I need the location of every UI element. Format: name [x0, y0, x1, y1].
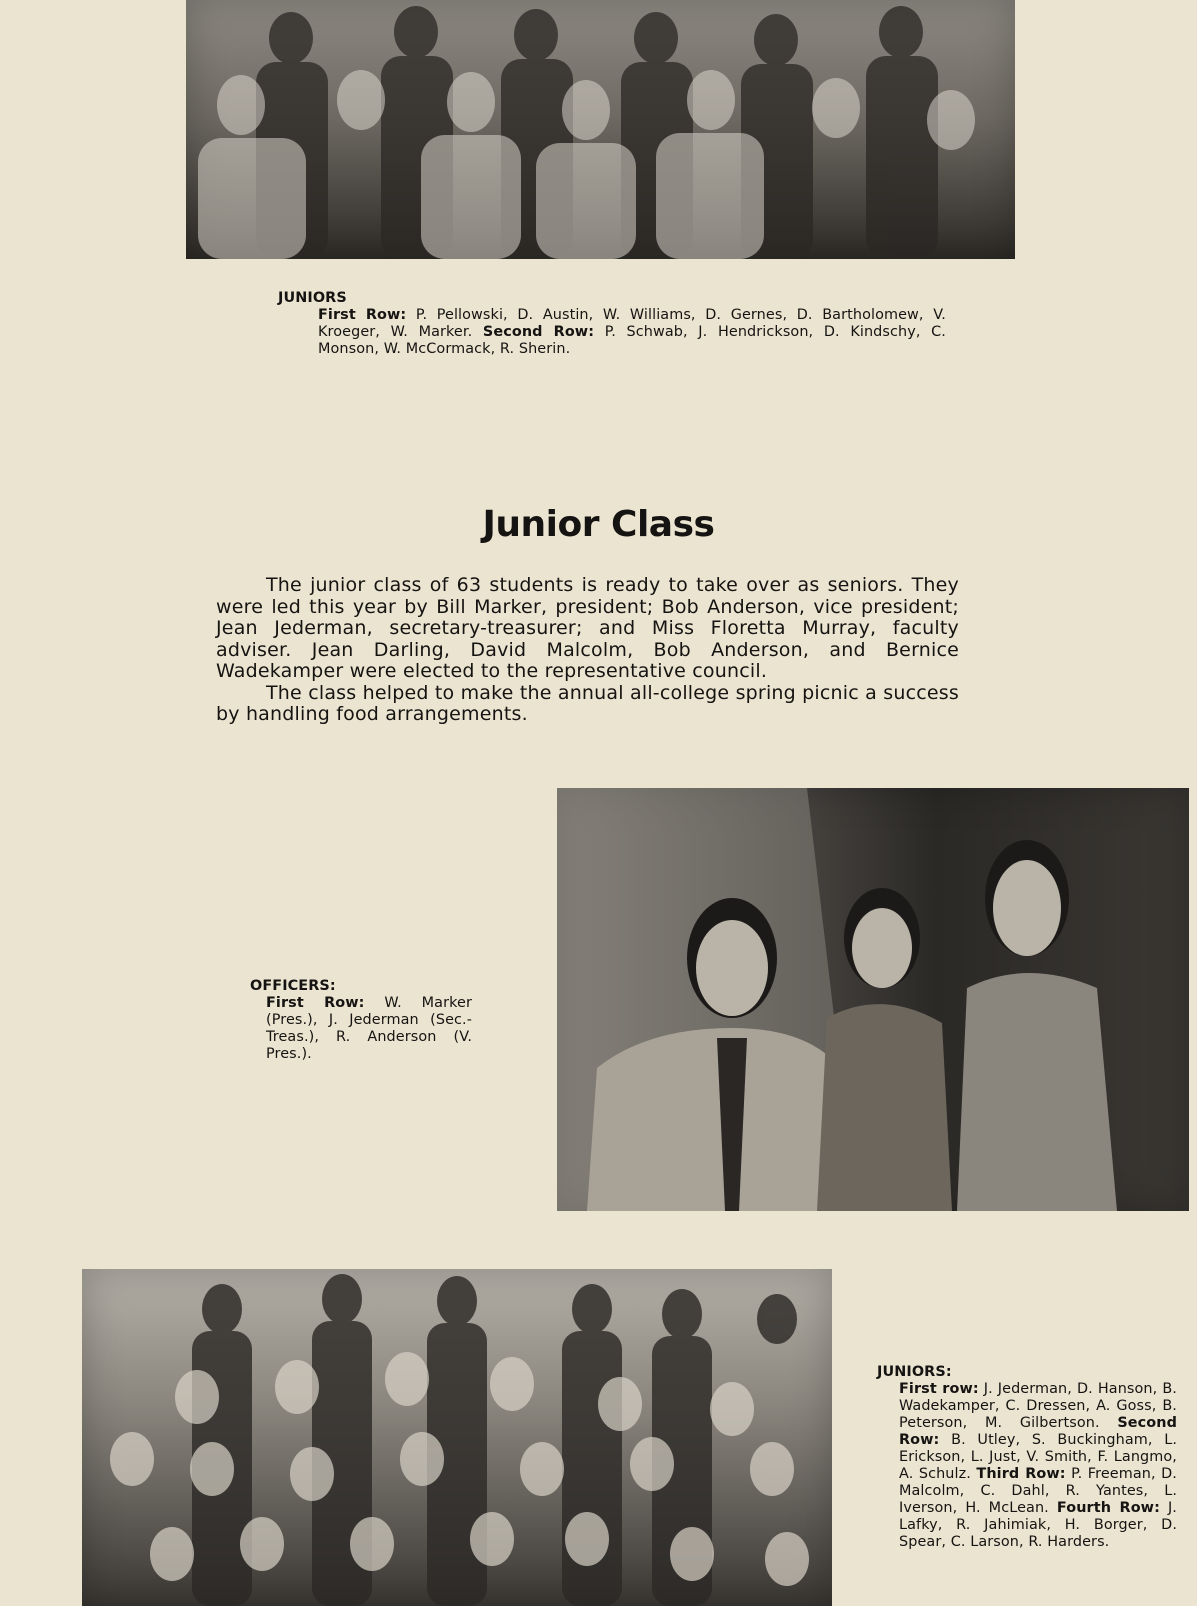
fourth-row-names: J. Lafky, R. Jahimiak, H. Borger, D. Spear, C. Larson, R. Harders. — [899, 1500, 1177, 1550]
caption-body — [278, 307, 946, 358]
caption-heading: JUNIORS: — [877, 1364, 952, 1380]
caption-heading: JUNIORS — [278, 290, 347, 306]
first-row-names: W. Marker (Pres.), J. Jederman (Sec.-Treas.), R. Anderson (V. Pres.). — [266, 995, 472, 1062]
third-row-names: P. Freeman, D. Malcolm, C. Dahl, R. Yantes, L. Iverson, H. McLean. — [899, 1466, 1177, 1516]
article-body — [216, 575, 959, 726]
first-row-label: First Row: — [318, 307, 407, 323]
second-row-names: B. Utley, S. Buckingham, L. Erickson, L. Just, V. Smith, F. Langmo, A. Schulz. — [899, 1432, 1177, 1482]
second-row-names: P. Schwab, J. Hendrickson, D. Kindschy, C. Monson, W. McCormack, R. Sherin. — [318, 324, 946, 357]
group-photo-silhouettes — [82, 1269, 832, 1606]
second-row-label: Second Row: — [899, 1415, 1177, 1448]
first-row-names: P. Pellowski, D. Austin, W. Williams, D. Gernes, D. Bartholomew, V. Kroeger, W. Marker. — [318, 307, 946, 340]
officers-photo — [557, 788, 1189, 1211]
first-row-names: J. Jederman, D. Hanson, B. Wadekamper, C. Dressen, A. Goss, B. Peterson, M. Gilbertson. — [899, 1381, 1177, 1431]
officers-caption — [250, 978, 472, 1063]
first-row-label: First Row: — [266, 995, 365, 1011]
juniors-top-caption — [278, 290, 946, 358]
fourth-row-label: Fourth Row: — [1056, 1500, 1160, 1516]
officers-photo-silhouettes — [557, 788, 1189, 1211]
third-row-label: Third Row: — [976, 1466, 1066, 1482]
page-title: Junior Class — [482, 504, 715, 545]
first-row-label: First row: — [899, 1381, 979, 1397]
caption-heading: OFFICERS: — [250, 978, 336, 994]
juniors-group-photo-top — [186, 0, 1015, 259]
article-paragraph-1: The junior class of 63 students is ready to take over as seniors. They were led this year by Bill Marker, president; Bob Anderson, vice president; Jean Jederman, secretary-treasurer; and Miss Floretta Murray, faculty adviser. Jean Darling, David Malcolm, Bob Anderson, and Bernice Wadekamper were elected to the representative council. — [216, 574, 959, 682]
group-photo-silhouettes — [186, 0, 1015, 259]
caption-body — [877, 1381, 1177, 1551]
article-paragraph-2: The class helped to make the annual all-college spring picnic a success by handling food arrangements. — [216, 681, 959, 725]
juniors-group-photo-bottom — [82, 1269, 832, 1606]
caption-body — [250, 995, 472, 1063]
juniors-bottom-caption — [877, 1364, 1177, 1551]
second-row-label: Second Row: — [482, 324, 595, 340]
